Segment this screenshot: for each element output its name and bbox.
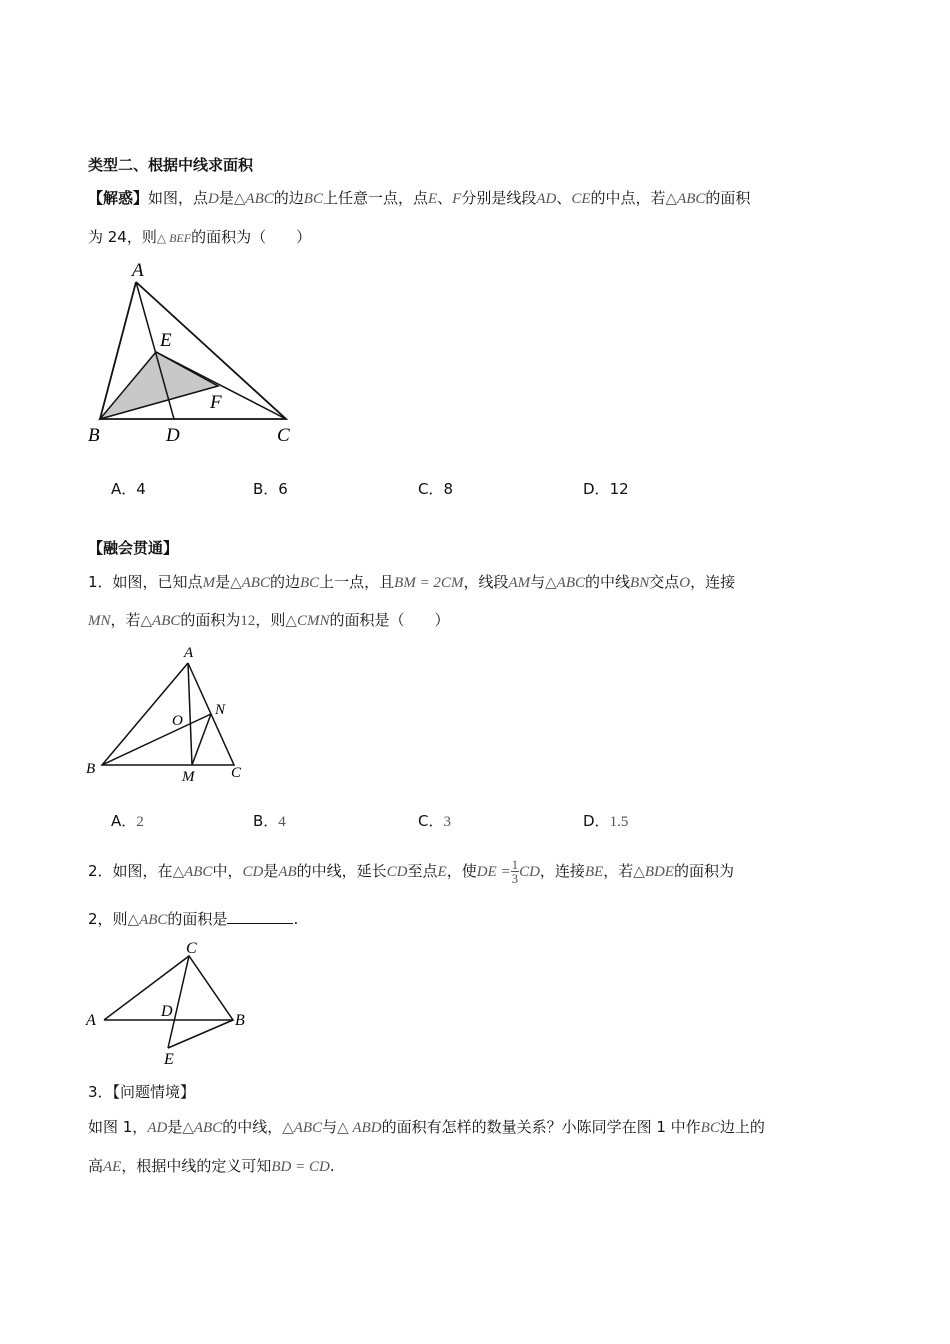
math-triangle-abc: △ABC bbox=[172, 864, 213, 880]
option-value: 3 bbox=[443, 814, 451, 830]
math-ad: AD bbox=[147, 1120, 168, 1136]
math-equation: BM = 2CM bbox=[394, 575, 464, 591]
text: 中， bbox=[212, 862, 243, 880]
text: 边上的 bbox=[719, 1118, 765, 1136]
text: 上任意一点，点 bbox=[322, 189, 428, 207]
figure-jiehuo bbox=[88, 256, 308, 451]
text: 的中点，若 bbox=[590, 189, 666, 207]
text: 与 bbox=[530, 573, 546, 591]
text: ，连接 bbox=[539, 862, 585, 880]
q1-line-2 bbox=[88, 609, 449, 632]
text: 是 bbox=[263, 862, 279, 880]
text: 是 bbox=[167, 1118, 183, 1136]
math-m: M bbox=[202, 575, 216, 591]
text: ，使 bbox=[446, 862, 477, 880]
math-ae: AE bbox=[103, 1159, 122, 1175]
q3-line-2 bbox=[88, 1116, 765, 1139]
text: 如图，在 bbox=[112, 862, 173, 880]
option-letter: D． bbox=[583, 480, 610, 498]
label-m: M bbox=[182, 769, 195, 785]
math-value: 12 bbox=[240, 613, 256, 629]
q1-line-1 bbox=[88, 571, 735, 594]
math-triangle-abd: △ ABD bbox=[337, 1120, 382, 1136]
text: 的面积有怎样的数量关系？小陈同学在图 1 中作 bbox=[381, 1118, 701, 1136]
jiehuo-line-1 bbox=[88, 187, 750, 210]
math-bc: BC bbox=[299, 575, 320, 591]
option-value: 8 bbox=[443, 480, 454, 498]
text: 与 bbox=[322, 1118, 338, 1136]
math-be: BE bbox=[584, 864, 604, 880]
q1-option-c[interactable] bbox=[418, 810, 451, 831]
text: ，则 bbox=[255, 611, 286, 629]
question-number: 3． bbox=[88, 1083, 113, 1101]
math-triangle-abc: △ABC bbox=[233, 191, 274, 207]
math-triangle-abc: △ABC bbox=[127, 912, 168, 928]
q3-line-3 bbox=[88, 1155, 335, 1178]
math-cd: CD bbox=[242, 864, 264, 880]
math-triangle-abc: △ABC bbox=[182, 1120, 223, 1136]
label-e: E bbox=[160, 330, 172, 351]
q1-option-a[interactable] bbox=[111, 810, 144, 831]
math-bc: BC bbox=[700, 1120, 720, 1136]
math-e: E bbox=[427, 191, 438, 207]
text: 是 bbox=[215, 573, 231, 591]
fraction-numerator: 1 bbox=[511, 857, 519, 872]
label-b: B bbox=[86, 761, 96, 777]
option-letter: B． bbox=[253, 812, 279, 830]
label-a: A bbox=[132, 260, 144, 281]
text: 如图，点 bbox=[148, 189, 209, 207]
text: ，根据中线的定义可知 bbox=[121, 1157, 272, 1175]
option-value: 1.5 bbox=[609, 814, 629, 830]
option-letter: C． bbox=[418, 812, 444, 830]
label-f: F bbox=[210, 392, 222, 413]
text: 上一点，且 bbox=[319, 573, 395, 591]
q1-option-b[interactable] bbox=[253, 810, 286, 831]
label-b: B bbox=[88, 425, 100, 446]
option-letter: A． bbox=[111, 812, 137, 830]
question-number: 1． bbox=[88, 573, 113, 591]
option-letter: D． bbox=[583, 812, 610, 830]
jiehuo-tag: 【解惑】 bbox=[88, 189, 149, 207]
jiehuo-option-a[interactable] bbox=[111, 478, 146, 499]
text: 如图 1， bbox=[88, 1118, 148, 1136]
text: 分别是线段 bbox=[461, 189, 537, 207]
option-value: 6 bbox=[278, 480, 288, 498]
text: 的面积为 bbox=[180, 611, 241, 629]
math-triangle-abc: △ABC bbox=[282, 1120, 323, 1136]
text: ，若 bbox=[603, 862, 634, 880]
segment-be bbox=[168, 1020, 233, 1048]
jiehuo-option-c[interactable] bbox=[418, 478, 453, 499]
math-o: O bbox=[679, 575, 691, 591]
jiehuo-option-d[interactable] bbox=[583, 478, 629, 499]
label-a: A bbox=[184, 645, 194, 661]
text: . bbox=[329, 1157, 335, 1175]
label-b: B bbox=[235, 1012, 245, 1029]
figure-q2 bbox=[86, 936, 256, 1071]
text: 、 bbox=[556, 189, 572, 207]
math-ab: AB bbox=[278, 864, 297, 880]
q2-line-2 bbox=[88, 907, 298, 931]
text: 高 bbox=[88, 1157, 104, 1175]
text: ，线段 bbox=[463, 573, 509, 591]
q2-line-1 bbox=[88, 858, 734, 885]
text: 为 24，则 bbox=[88, 228, 157, 246]
math-triangle-cmn: △CMN bbox=[285, 613, 330, 629]
figure-q1 bbox=[86, 641, 256, 786]
text: 2，则 bbox=[88, 910, 128, 928]
text: 的面积 bbox=[705, 189, 751, 207]
math-equation-left: DE = bbox=[476, 864, 511, 880]
q1-option-d[interactable] bbox=[583, 810, 628, 831]
math-equation: BD = CD bbox=[271, 1159, 330, 1175]
jiehuo-option-b[interactable] bbox=[253, 478, 288, 499]
math-bc: BC bbox=[303, 191, 323, 207]
text: 的边 bbox=[273, 189, 304, 207]
text: 如图，已知点 bbox=[112, 573, 203, 591]
fraction-one-third bbox=[511, 858, 520, 885]
label-c: C bbox=[186, 940, 197, 957]
option-letter: C． bbox=[418, 480, 444, 498]
math-triangle-bde: △BDE bbox=[633, 864, 674, 880]
text: 的中线，延长 bbox=[296, 862, 387, 880]
text: 的面积是（ ） bbox=[329, 611, 450, 629]
math-ad: AD bbox=[536, 191, 557, 207]
text: . bbox=[293, 910, 299, 928]
fraction-denominator: 3 bbox=[511, 871, 519, 886]
math-f: F bbox=[452, 191, 462, 207]
math-d: D bbox=[208, 191, 219, 207]
text: 的面积为（ ） bbox=[191, 228, 312, 246]
math-bn: BN bbox=[630, 575, 650, 591]
math-e: E bbox=[437, 864, 447, 880]
ronghui-tag: 【融会贯通】 bbox=[88, 539, 179, 557]
text: 交点 bbox=[649, 573, 680, 591]
text: ，若 bbox=[110, 611, 141, 629]
text: ，连接 bbox=[690, 573, 736, 591]
option-value: 2 bbox=[136, 814, 144, 830]
label-d: D bbox=[166, 425, 180, 446]
label-d: D bbox=[161, 1003, 173, 1020]
option-value: 4 bbox=[136, 480, 146, 498]
text: 的面积是 bbox=[167, 910, 228, 928]
jiehuo-line-2 bbox=[88, 226, 311, 249]
text: 的中线， bbox=[222, 1118, 283, 1136]
label-c: C bbox=[277, 425, 290, 446]
shaded-triangle-bef bbox=[100, 352, 218, 419]
text: 的面积为 bbox=[673, 862, 734, 880]
math-equation-right: CD bbox=[519, 864, 540, 880]
label-a: A bbox=[86, 1012, 96, 1029]
math-cd: CD bbox=[386, 864, 408, 880]
math-am: AM bbox=[508, 575, 531, 591]
math-triangle-abc: △ABC bbox=[545, 575, 586, 591]
text: 、 bbox=[437, 189, 453, 207]
option-value: 4 bbox=[278, 814, 286, 830]
text: 至点 bbox=[407, 862, 438, 880]
math-mn: MN bbox=[88, 613, 111, 629]
option-value: 12 bbox=[609, 480, 629, 498]
answer-blank[interactable] bbox=[227, 907, 293, 924]
option-letter: A． bbox=[111, 480, 137, 498]
question-number: 2． bbox=[88, 862, 113, 880]
math-triangle-abc: △ABC bbox=[230, 575, 270, 591]
label-o: O bbox=[172, 713, 183, 729]
label-c: C bbox=[231, 765, 242, 781]
math-triangle-abc: △ABC bbox=[140, 613, 181, 629]
option-letter: B． bbox=[253, 480, 279, 498]
math-triangle-bef: △ BEF bbox=[156, 231, 192, 245]
text: 的边 bbox=[269, 573, 300, 591]
q3-line-1 bbox=[88, 1081, 195, 1103]
text: 的中线 bbox=[585, 573, 631, 591]
label-n: N bbox=[215, 702, 226, 718]
section-title: 类型二、根据中线求面积 bbox=[88, 156, 254, 174]
math-ce: CE bbox=[571, 191, 591, 207]
label-e: E bbox=[164, 1051, 174, 1068]
segment-am bbox=[188, 663, 192, 765]
text: 是 bbox=[218, 189, 234, 207]
math-triangle-abc: △ABC bbox=[665, 191, 706, 207]
problem-context-tag: 【问题情境】 bbox=[112, 1083, 196, 1101]
